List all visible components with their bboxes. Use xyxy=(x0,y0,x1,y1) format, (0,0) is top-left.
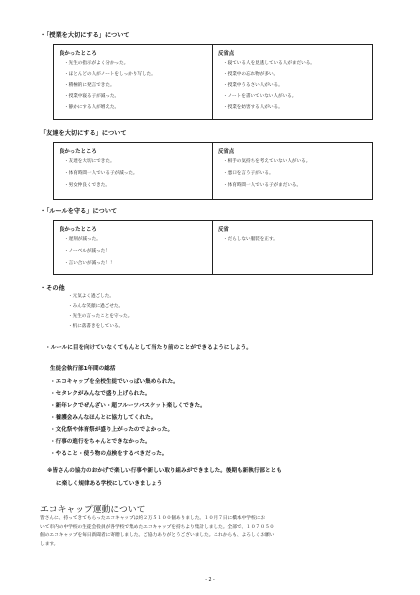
summary-item: ・養護会みんなほんとに協力してくれた。 xyxy=(50,415,157,421)
list-item: ・授業を妨害する人がいる。 xyxy=(223,105,283,110)
list-item: ・悪口を言う子がいる。 xyxy=(223,171,274,176)
section-box-friends xyxy=(53,142,373,200)
thanks-note-line-2: に楽しく規律ある学校にしていきましょう xyxy=(56,481,163,487)
reflection-column xyxy=(213,45,372,119)
list-item: ・静かにする人が増えた。 xyxy=(64,105,120,110)
list-item: ・相手の気持ちを考えていない人がいる。 xyxy=(223,159,311,164)
rule-note: ・ルールに目を向けていなくてもんとして当たり前のことができるようにしよう。 xyxy=(45,345,252,351)
list-item: ・ほとんどの人がノートをしっかり写した。 xyxy=(64,72,156,77)
list-item: ・先生の言ったことを守った。 xyxy=(68,314,133,319)
summary-item: ・行事の進行をちゃんとできなかった。 xyxy=(50,439,151,445)
list-item: ・体育時間一人でいる子がまだいる。 xyxy=(223,183,302,188)
reflection-heading: 反省 xyxy=(218,227,229,233)
list-item: ・授業中の忘れ物が多い。 xyxy=(223,72,279,77)
list-item: ・ノートを書いていない人がいる。 xyxy=(223,94,297,99)
summary-item: ・やること・使う物の点検をするべきだった。 xyxy=(50,451,168,457)
list-item: ・積極的に発言できた。 xyxy=(64,83,115,88)
list-item: ・体育時間一人でいる子が減った。 xyxy=(64,171,138,176)
section-title-other: ・その他 xyxy=(40,285,65,292)
list-item: ・机に落書きをしている。 xyxy=(68,324,124,329)
eco-cap-line: します。 xyxy=(40,541,59,547)
list-item: ・だらしない服装を正す。 xyxy=(223,237,278,242)
reflection-column xyxy=(213,221,372,274)
summary-item: ・エコキャップを全校生徒でいっぱい集められた。 xyxy=(50,379,179,385)
list-item: ・遅刻が減った。 xyxy=(64,237,101,242)
good-points-column xyxy=(54,143,213,199)
section-title-lessons: ・「授業を大切にする」について xyxy=(40,32,130,39)
good-points-column xyxy=(54,221,213,274)
summary-title: 生徒会執行部1年間の総括 xyxy=(50,366,116,372)
thanks-note-line-1: ※皆さんの協力のおかげで楽しい行事や新しい取り組みができました。後期も新執行部ととも xyxy=(47,468,282,474)
section-title-friends: 「友達を大切にする」について xyxy=(40,130,127,137)
list-item: ・先生の指示がよく分かった。 xyxy=(64,61,129,66)
list-item: ・男女仲良くできた。 xyxy=(64,183,110,188)
eco-cap-heading: エコキャップ運動について xyxy=(40,505,146,515)
eco-cap-paragraph xyxy=(40,515,385,549)
list-item: ・友達を大切にできた。 xyxy=(64,159,115,164)
list-item: ・寝ている人を見逃している人がまだいる。 xyxy=(223,61,315,66)
list-item: ・言い合いが減った！！ xyxy=(64,261,115,266)
good-points-heading: 良かったところ xyxy=(59,227,97,233)
list-item: ・授業中寝る子が減った。 xyxy=(64,94,120,99)
list-item: ・ノーベルが減った！ xyxy=(64,249,110,254)
reflection-heading: 反省点 xyxy=(218,51,235,57)
summary-item: ・セタレクがみんなで盛り上げられた。 xyxy=(50,391,151,397)
eco-cap-line: 皆さんに、持ってきてもらったエコキャップは約２万５１００個ありました。１０月７日に橋本中学校にお xyxy=(40,516,266,521)
reflection-column xyxy=(213,143,372,199)
eco-cap-line: 個のエコキャップを毎日新聞者に寄贈しました。ご協力ありがとうございました。これからも、よろしくお願い xyxy=(40,533,275,539)
good-points-heading: 良かったところ xyxy=(59,51,97,57)
section-box-lessons xyxy=(53,44,373,120)
section-title-rules: ・「ルールを守る」について xyxy=(40,208,118,215)
section-box-rules xyxy=(53,220,373,275)
good-points-column xyxy=(54,45,213,119)
page-number: - 2 - xyxy=(205,578,215,583)
list-item: ・元気よく過ごした。 xyxy=(68,294,114,299)
summary-item: ・新年レクでぜんざい・超フルーツバスケット楽しくできた。 xyxy=(50,403,206,409)
good-points-heading: 良かったところ xyxy=(59,149,97,155)
eco-cap-line: いて市内の中学校の生徒会役員が各学校で集めたエコキャップを持ちより集計しました。全部で、１０７０５０ xyxy=(40,524,275,530)
list-item: ・みんな笑顔に過ごせた。 xyxy=(68,304,124,309)
summary-item: ・文化祭や体育祭が盛り上がったのでよかった。 xyxy=(50,427,174,433)
list-item: ・授業中うるさい人がいる。 xyxy=(223,83,283,88)
reflection-heading: 反省点 xyxy=(218,149,235,155)
